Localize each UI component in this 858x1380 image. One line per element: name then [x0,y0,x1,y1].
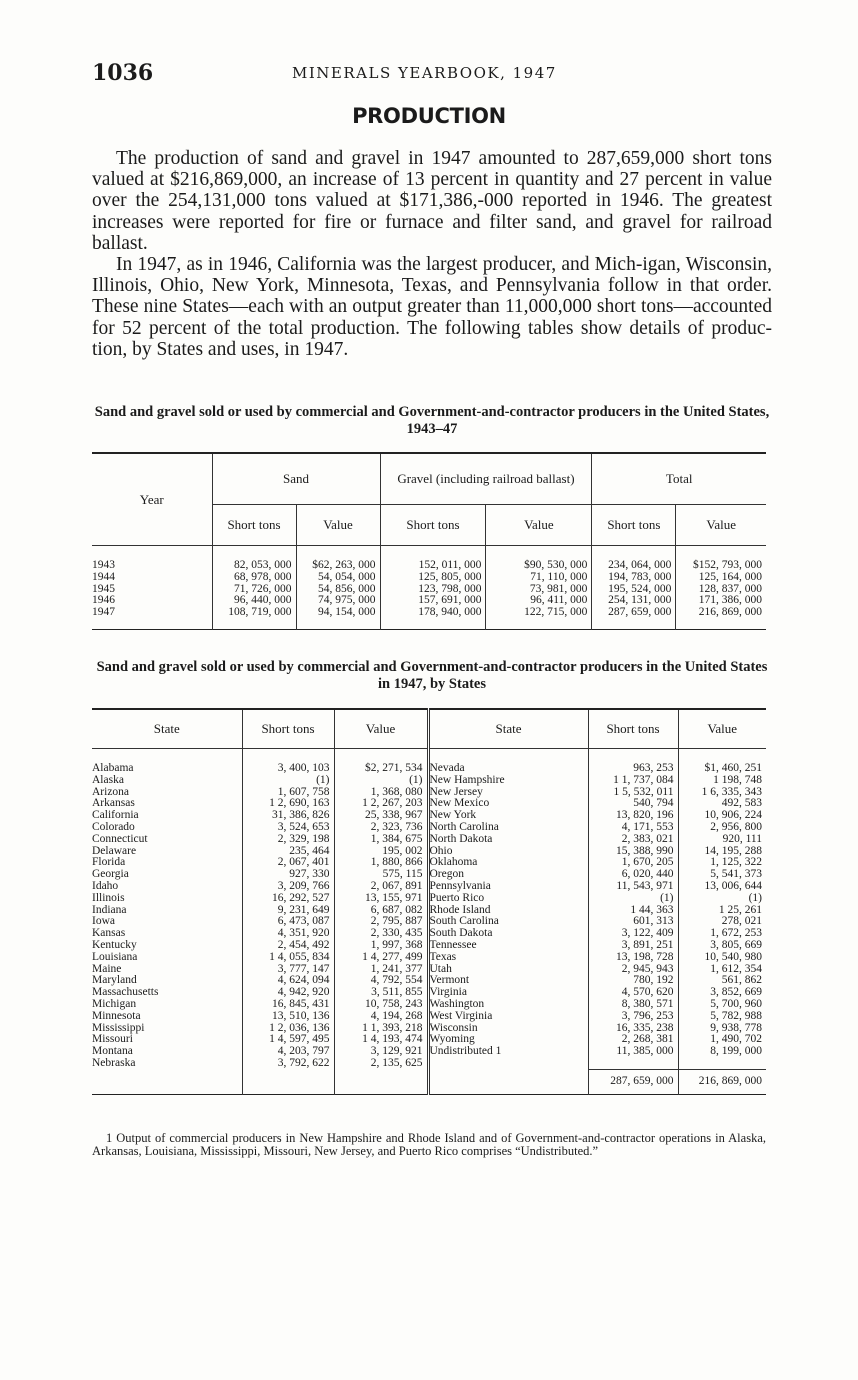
cell-right-value: 920, 111 [722,832,762,845]
cell-gravel-tons: 123, 798, 000 [380,584,486,596]
cell-left-tons: 31, 386, 826 [242,810,334,822]
cell-right-state: Nevada [428,749,588,775]
empty-cell [92,1070,242,1095]
cell-gravel-value: 73, 981, 000 [486,584,592,596]
empty-cell [428,1070,588,1095]
cell-left-tons: 2, 329, 198 [242,834,334,846]
cell-right-state: New York [428,810,588,822]
cell-right-value: 9, 938, 778 [710,1021,762,1034]
cell-right-tons: 8, 380, 571 [588,999,678,1011]
cell-right-state: Puerto Rico [428,893,588,905]
cell-right-state: Washington [428,999,588,1011]
cell-right-tons: 4, 570, 620 [588,987,678,999]
cell-right-state: Wisconsin [428,1023,588,1035]
table-row [92,775,766,787]
cell-left-tons: 1 2, 036, 136 [242,1023,334,1035]
col-header-sand-tons: Short tons [212,505,296,546]
cell-year: 1945 [92,584,212,596]
cell-right-state: Texas [428,952,588,964]
cell-total-tons: 195, 524, 000 [592,584,676,596]
col-header-total-value: Value [676,505,766,546]
cell-right-tons: 3, 122, 409 [588,928,678,940]
col-header-tons-left: Short tons [242,709,334,749]
cell-left-value: 1, 997, 368 [334,940,428,952]
cell-left-state: Maryland [92,975,242,987]
cell-left-value: 25, 338, 967 [334,810,428,822]
cell-right-value: 3, 805, 669 [710,938,762,951]
cell-left-value: 1 2, 267, 203 [334,798,428,810]
cell-right-tons: 2, 383, 021 [588,834,678,846]
cell-left-state: Idaho [92,881,242,893]
cell-right-state: Wyoming [428,1034,588,1046]
cell-right-state: Undistributed 1 [428,1046,588,1058]
cell-left-value: 13, 155, 971 [334,893,428,905]
cell-right-value: 10, 906, 224 [704,809,762,822]
cell-left-tons: 235, 464 [242,846,334,858]
cell-left-value: 10, 758, 243 [334,999,428,1011]
cell-left-state: Iowa [92,916,242,928]
cell-right-tons: 13, 820, 196 [588,810,678,822]
cell-right-value: 278, 021 [721,915,762,928]
cell-left-value: 1, 384, 675 [334,834,428,846]
cell-right-tons: 601, 313 [588,916,678,928]
cell-right-tons: 3, 891, 251 [588,940,678,952]
total-row [92,1070,766,1095]
cell-right-tons: 1 44, 363 [588,905,678,917]
cell-sand-tons: 108, 719, 000 [212,607,296,629]
cell-left-state: Delaware [92,846,242,858]
cell-left-state: Connecticut [92,834,242,846]
cell-right-value: 3, 852, 669 [710,986,762,999]
cell-right-state: New Jersey [428,787,588,799]
cell-left-tons: 9, 231, 649 [242,905,334,917]
cell-right-state: Pennsylvania [428,881,588,893]
cell-right-value: 5, 782, 988 [710,1009,762,1022]
cell-left-state: Illinois [92,893,242,905]
cell-right-tons: 11, 543, 971 [588,881,678,893]
table-row [92,546,766,572]
table-row [92,749,766,775]
cell-right-value: 1, 612, 354 [710,962,762,975]
cell-left-state: Alaska [92,775,242,787]
cell-right-value: 13, 006, 644 [704,879,762,892]
state-production-table [92,708,766,1095]
running-title: MINERALS YEARBOOK, 1947 [292,64,557,82]
cell-right-value [678,1058,766,1070]
col-header-total: Total [592,453,766,505]
cell-total-value: 216, 869, 000 [698,606,762,619]
col-header-total-tons: Short tons [592,505,676,546]
table1-caption: Sand and gravel sold or used by commercial and Government-and-contractor producers in the United States, 1943–47 [94,404,770,437]
cell-total-value: $152, 793, 000 [693,559,762,571]
cell-sand-value: 94, 154, 000 [296,607,380,629]
col-header-state-right: State [428,709,588,749]
table-row [92,952,766,964]
cell-left-tons: 4, 203, 797 [242,1046,334,1058]
cell-left-tons: 3, 209, 766 [242,881,334,893]
cell-left-tons: 1 4, 055, 834 [242,952,334,964]
cell-left-value: (1) [334,775,428,787]
table-row [92,940,766,952]
cell-right-tons: 963, 253 [588,749,678,775]
cell-right-tons: 3, 796, 253 [588,1011,678,1023]
cell-left-tons: 13, 510, 136 [242,1011,334,1023]
cell-left-value: 1, 880, 866 [334,857,428,869]
cell-left-value: $2, 271, 534 [334,749,428,775]
cell-left-state: Minnesota [92,1011,242,1023]
cell-right-value: 1 198, 748 [713,773,762,786]
cell-right-state: New Hampshire [428,775,588,787]
cell-left-tons: 1, 607, 758 [242,787,334,799]
cell-left-state: California [92,810,242,822]
cell-right-value: 1, 672, 253 [710,927,762,940]
cell-left-state: Massachusetts [92,987,242,999]
table-row [92,1058,766,1070]
body-text [92,148,772,360]
cell-right-value: 561, 862 [721,974,762,987]
cell-right-state: South Dakota [428,928,588,940]
cell-left-state: Arizona [92,787,242,799]
col-header-state-left: State [92,709,242,749]
table-row [92,893,766,905]
cell-right-state: Tennessee [428,940,588,952]
cell-left-state: Michigan [92,999,242,1011]
table2-caption: Sand and gravel sold or used by commercial and Government-and-contractor producers in the United States in 1947, by States [96,659,768,692]
cell-total-tons: 287, 659, 000 [592,607,676,629]
cell-right-tons: 540, 794 [588,798,678,810]
cell-right-state: Oklahoma [428,857,588,869]
cell-left-value: 2, 795, 887 [334,916,428,928]
cell-left-tons: 16, 845, 431 [242,999,334,1011]
cell-right-value: 1, 490, 702 [710,1033,762,1046]
cell-right-value: 8, 199, 000 [710,1045,762,1058]
cell-left-state: Kansas [92,928,242,940]
cell-left-value: 1, 241, 377 [334,964,428,976]
table-row [92,834,766,846]
cell-left-value: 2, 330, 435 [334,928,428,940]
cell-right-state: Utah [428,964,588,976]
section-title: PRODUCTION [352,104,506,128]
empty-cell [334,1070,428,1095]
cell-total-tons: 254, 131, 000 [592,595,676,607]
cell-right-value: 1 6, 335, 343 [701,785,762,798]
cell-year: 1944 [92,572,212,584]
cell-sand-value: 74, 975, 000 [296,595,380,607]
cell-total-tons: 234, 064, 000 [592,546,676,572]
cell-right-state: West Virginia [428,1011,588,1023]
cell-left-tons: 1 4, 597, 495 [242,1034,334,1046]
cell-right-tons: 16, 335, 238 [588,1023,678,1035]
cell-sand-tons: 68, 978, 000 [212,572,296,584]
cell-left-value: 195, 002 [334,846,428,858]
cell-gravel-value: $90, 530, 000 [486,546,592,572]
cell-right-tons: 6, 020, 440 [588,869,678,881]
cell-left-value: 6, 687, 082 [334,905,428,917]
cell-left-tons: 4, 624, 094 [242,975,334,987]
cell-right-value: 14, 195, 288 [704,844,762,857]
cell-total-value: 125, 164, 000 [698,570,762,583]
table-row [92,999,766,1011]
cell-left-state: Louisiana [92,952,242,964]
page-number: 1036 [92,60,154,86]
cell-sand-tons: 96, 440, 000 [212,595,296,607]
cell-right-value: 5, 700, 960 [710,997,762,1010]
cell-left-value: 4, 194, 268 [334,1011,428,1023]
cell-sand-tons: 82, 053, 000 [212,546,296,572]
paragraph-1: The production of sand and gravel in 1947 amounted to 287,659,000 short tons valued at $216,869,000, an increase of 13 percent in quantity and 27 percent in value over the 254,131,000 tons valued at $171,386,-000 reported in 1946. The greatest increases were reported for fire or furnace and filter sand, and gravel for railroad ballast. [92,148,772,254]
footnote: 1 Output of commercial producers in New Hampshire and Rhode Island and of Government-and-contractor operations in Alaska, Arkansas, Louisiana, Mississippi, Missouri, New Jersey, and Puerto Rico comprises “Undistributed.” [92,1131,766,1158]
cell-left-value: 2, 323, 736 [334,822,428,834]
col-header-gravel-value: Value [486,505,592,546]
cell-right-value: $1, 460, 251 [704,762,762,774]
cell-left-tons: (1) [242,775,334,787]
cell-left-state: Georgia [92,869,242,881]
col-header-year: Year [92,453,212,546]
cell-left-value: 1 4, 277, 499 [334,952,428,964]
table-row [92,881,766,893]
cell-right-state [428,1058,588,1070]
cell-gravel-tons: 152, 011, 000 [380,546,486,572]
cell-left-value: 1, 368, 080 [334,787,428,799]
cell-right-tons [588,1058,678,1070]
cell-right-tons: (1) [588,893,678,905]
cell-right-state: Oregon [428,869,588,881]
col-header-sand: Sand [212,453,380,505]
cell-left-value: 1 1, 393, 218 [334,1023,428,1035]
cell-left-state: Nebraska [92,1058,242,1070]
cell-left-tons: 4, 942, 920 [242,987,334,999]
col-header-value-left: Value [334,709,428,749]
cell-total-tons: 194, 783, 000 [592,572,676,584]
cell-year: 1943 [92,546,212,572]
cell-left-tons: 3, 524, 653 [242,822,334,834]
cell-sand-value: 54, 054, 000 [296,572,380,584]
cell-right-tons: 1, 670, 205 [588,857,678,869]
total-value: 216, 869, 000 [678,1070,766,1095]
cell-gravel-value: 71, 110, 000 [486,572,592,584]
cell-right-tons: 2, 945, 943 [588,964,678,976]
cell-left-state: Alabama [92,749,242,775]
col-header-gravel-tons: Short tons [380,505,486,546]
cell-gravel-tons: 178, 940, 000 [380,607,486,629]
cell-year: 1947 [92,607,212,629]
cell-right-value: 1 25, 261 [718,903,762,916]
cell-left-state: Indiana [92,905,242,917]
cell-left-state: Montana [92,1046,242,1058]
cell-right-state: North Dakota [428,834,588,846]
cell-right-value: 1, 125, 322 [710,856,762,869]
cell-left-tons: 16, 292, 527 [242,893,334,905]
cell-left-value: 1 4, 193, 474 [334,1034,428,1046]
cell-total-value: 128, 837, 000 [698,582,762,595]
cell-right-state: Rhode Island [428,905,588,917]
cell-left-tons: 6, 473, 087 [242,916,334,928]
cell-sand-value: 54, 856, 000 [296,584,380,596]
cell-right-state: New Mexico [428,798,588,810]
cell-gravel-value: 122, 715, 000 [486,607,592,629]
cell-right-state: Virginia [428,987,588,999]
cell-left-tons: 3, 400, 103 [242,749,334,775]
cell-left-state: Florida [92,857,242,869]
cell-right-tons: 780, 192 [588,975,678,987]
total-short-tons: 287, 659, 000 [588,1070,678,1095]
cell-left-state: Colorado [92,822,242,834]
cell-right-tons: 2, 268, 381 [588,1034,678,1046]
cell-right-value: (1) [748,891,762,904]
table-row [92,1011,766,1023]
cell-sand-tons: 71, 726, 000 [212,584,296,596]
cell-left-state: Kentucky [92,940,242,952]
cell-right-state: North Carolina [428,822,588,834]
cell-left-value: 2, 135, 625 [334,1058,428,1070]
cell-left-tons: 927, 330 [242,869,334,881]
table-row [92,572,766,584]
cell-right-value: 2, 956, 800 [710,820,762,833]
cell-left-value: 575, 115 [334,869,428,881]
cell-total-value: 171, 386, 000 [698,594,762,607]
cell-left-state: Mississippi [92,1023,242,1035]
cell-left-state: Arkansas [92,798,242,810]
cell-left-state: Missouri [92,1034,242,1046]
cell-gravel-tons: 125, 805, 000 [380,572,486,584]
cell-right-tons: 13, 198, 728 [588,952,678,964]
cell-right-state: Ohio [428,846,588,858]
cell-right-value: 492, 583 [721,797,762,810]
cell-left-tons: 2, 067, 401 [242,857,334,869]
cell-year: 1946 [92,595,212,607]
cell-right-tons: 15, 388, 990 [588,846,678,858]
col-header-value-right: Value [678,709,766,749]
cell-right-value: 5, 541, 373 [710,868,762,881]
cell-left-value: 3, 511, 855 [334,987,428,999]
cell-right-tons: 11, 385, 000 [588,1046,678,1058]
paragraph-2: In 1947, as in 1946, California was the largest producer, and Mich-igan, Wisconsin, Illinois, Ohio, New York, Minnesota, Texas, and Pennsylvania follow in that order. These nine States—each with an output greater than 11,000,000 short tons—accounted for 52 percent of the total production. The following tables show details of produc-tion, by States and uses, in 1947. [92,254,772,360]
cell-left-tons: 3, 792, 622 [242,1058,334,1070]
table-row [92,822,766,834]
col-header-sand-value: Value [296,505,380,546]
cell-left-tons: 4, 351, 920 [242,928,334,940]
table-row [92,1046,766,1058]
cell-gravel-value: 96, 411, 000 [486,595,592,607]
annual-production-table [92,452,766,630]
col-header-tons-right: Short tons [588,709,678,749]
cell-right-state: South Carolina [428,916,588,928]
cell-left-state: Maine [92,964,242,976]
cell-left-value: 3, 129, 921 [334,1046,428,1058]
cell-left-value: 2, 067, 891 [334,881,428,893]
col-header-gravel: Gravel (including railroad ballast) [380,453,592,505]
cell-left-tons: 2, 454, 492 [242,940,334,952]
cell-left-tons: 1 2, 690, 163 [242,798,334,810]
cell-right-value: 10, 540, 980 [704,950,762,963]
table-row [92,607,766,629]
empty-cell [242,1070,334,1095]
cell-right-tons: 1 1, 737, 084 [588,775,678,787]
cell-sand-value: $62, 263, 000 [296,546,380,572]
cell-left-tons: 3, 777, 147 [242,964,334,976]
cell-right-tons: 4, 171, 553 [588,822,678,834]
cell-right-state: Vermont [428,975,588,987]
cell-left-value: 4, 792, 554 [334,975,428,987]
cell-right-tons: 1 5, 532, 011 [588,787,678,799]
cell-gravel-tons: 157, 691, 000 [380,595,486,607]
